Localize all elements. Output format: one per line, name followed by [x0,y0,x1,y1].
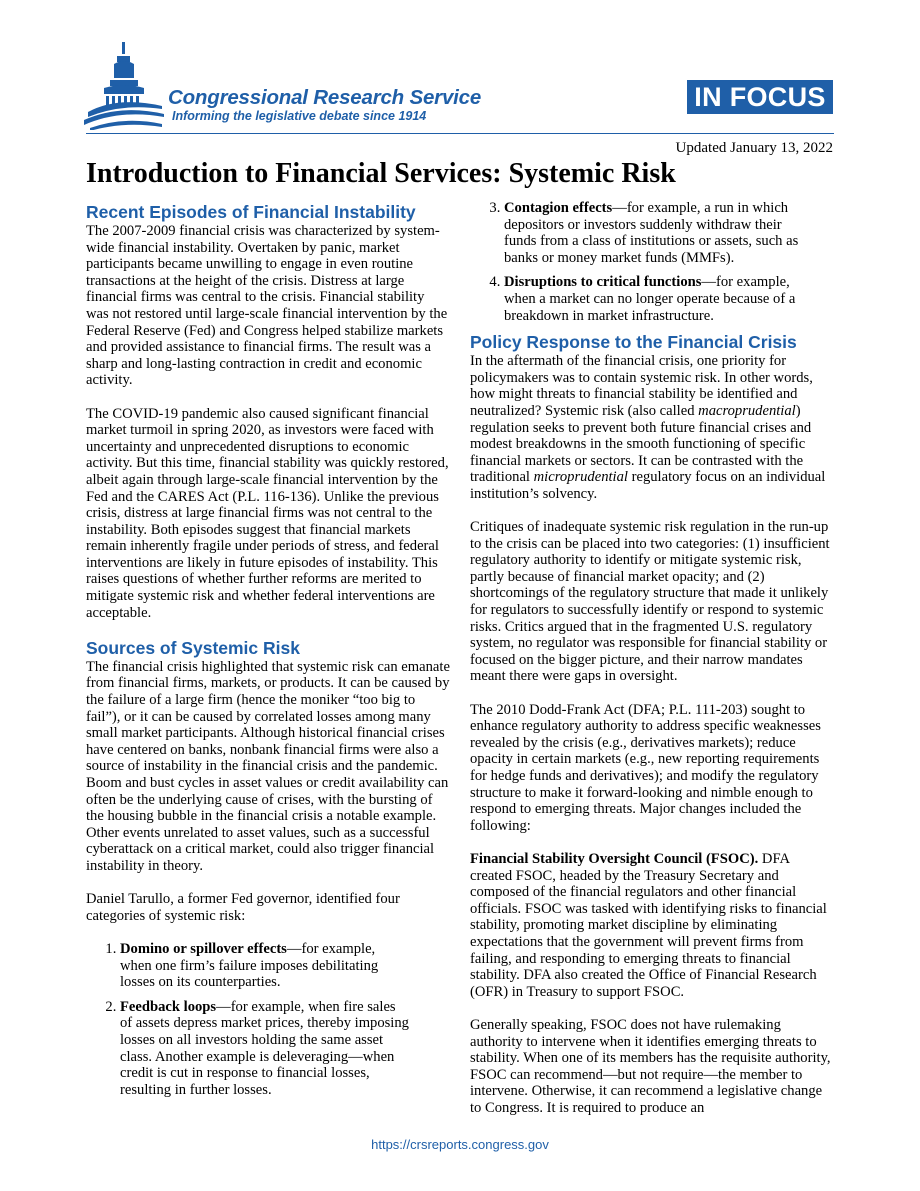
emphasis: microprudential [533,469,628,486]
list-item [504,274,814,324]
text: DFA created FSOC, headed by the Treasury Secretary and composed of the financial regulators and other financial officials. FSOC was tasked with identifying risks to financial stability, promoting market discipline by eliminating expectations that the government will prevent firms from failing, and responding to emerging threats to financial stability. DFA also created the Office of Financial Research (OFR) in Treasury to support FSOC. [470,850,827,1000]
emphasis: macroprudential [698,402,796,419]
list-item-term: Feedback loops [120,998,217,1015]
updated-date: Updated January 13, 2022 [675,140,833,156]
list-item [120,941,410,991]
fsoc-term: Financial Stability Oversight Council (FSOC). [470,850,759,867]
paragraph [470,353,834,502]
org-name: Congressional Research Service [168,86,482,109]
paragraph: Daniel Tarullo, a former Fed governor, identified four categories of systemic risk: [86,891,400,924]
header-rule [86,133,834,134]
list-item-text: —for example, when fire sales of assets depress market prices, thereby imposing losses on all investors holding the same asset class. Another example is deleveraging—when credit is cut in response to financial losses, resulting in further losses. [120,998,409,1098]
capitol-dome-logo-icon [84,40,166,130]
text: regulatory focus on an individual institution’s solvency. [470,469,826,502]
text: In the aftermath of the financial crisis, one priority for policymakers was to contain systemic risk. In other words, how might threats to financial stability be identified and neutralized? Systemic risk (also called [470,353,813,419]
list-item-text: —for example, when one firm’s failure imposes debilitating losses on its counterparties. [120,940,379,991]
list-item-text: —for example, when a market can no longer operate because of a breakdown in market infrastructure. [504,274,796,324]
list-item-text: —for example, a run in which depositors or investors suddenly withdraw their funds from a class of institutions or assets, such as banks or money market funds (MMFs). [504,200,799,266]
paragraph: The 2010 Dodd-Frank Act (DFA; P.L. 111-203) sought to enhance regulatory authority to address specific weaknesses revealed by the crisis (e.g., derivatives markets); reduce opacity in certain markets (e.g., new reporting requirements for hedge funds and derivatives); and modify the regulatory structure to make it forward-looking and nimble enough to respond to emerging threats. Major changes included the following: [470,701,821,834]
systemic-risk-list [86,941,450,1098]
paragraph: The COVID-19 pandemic also caused significant financial market turmoil in spring 2020, as investors were faced with uncertainty and unprecedented disruptions to economic activity. But this time, financial stability was quickly restored, albeit again through large-scale financial intervention by the Fed and the CARES Act (P.L. 116-136). Unlike the previous crisis, distress at large financial firms was not central to the instability. Both episodes suggest that financial markets remain inherently fragile under periods of stress, and federal interventions are likely in future episodes of instability. This raises questions of whether further reforms are merited to mitigate systemic risk and whether federal interventions are acceptable. [86,405,449,621]
text: ) regulation seeks to prevent both future financial crises and modest breakdowns in the smooth functioning of specific financial markets or sectors. It can be contrasted with the traditional [470,402,812,486]
paragraph: Generally speaking, FSOC does not have rulemaking authority to intervene when it identifies emerging threats to stability. When one of its members has the requisite authority, FSOC can recommend—but not require—the member to intervene. Otherwise, it can recommend a legislative change to Congress. It is required to produce an [470,1016,831,1116]
header [0,0,920,140]
paragraph: Critiques of inadequate systemic risk regulation in the run-up to the crisis can be placed into two categories: (1) insufficient regulatory authority to identify or mitigate systemic risk, partly because of financial market opacity; and (2) shortcomings of the regulatory structure that made it unlikely for regulators to successfully identify or respond to systemic risks. Critics argued that in the fragmented U.S. regulatory system, no regulator was responsible for financial stability or focused on the bigger picture, and their narrow mandates meant there were gaps in oversight. [470,519,830,685]
section-heading-recent-episodes: Recent Episodes of Financial Instability [86,202,416,222]
page-title: Introduction to Financial Services: Systemic Risk [86,158,676,189]
footer-url-link[interactable]: https://crsreports.congress.gov [371,1137,549,1152]
systemic-risk-list-continued [470,200,834,324]
org-tagline: Informing the legislative debate since 1914 [172,109,427,123]
in-focus-badge: IN FOCUS [687,80,833,114]
list-item-term: Disruptions to critical functions [504,274,702,291]
section-heading-sources: Sources of Systemic Risk [86,637,300,658]
list-item-term: Contagion effects [504,200,613,216]
paragraph [470,851,834,1000]
section-heading-policy-response: Policy Response to the Financial Crisis [470,332,797,353]
left-column [86,200,450,1106]
paragraph: The financial crisis highlighted that systemic risk can emanate from financial firms, markets, or products. It can be caused by the failure of a large firm (hence the moniker “too big to fail”), or it can be caused by correlated losses among many small market participants. Although historical financial crises have centered on banks, nonbank financial firms were also a source of instability in the financial crisis and the pandemic. Boom and bust cycles in asset values or credit availability can often be the underlying cause of crises, with the bursting of the housing bubble in the financial crisis a notable example. Other events unrelated to asset values, such as a successful cyberattack on a critical market, could also trigger financial instability in theory. [86,658,450,874]
list-item [504,200,814,266]
paragraph: The 2007-2009 financial crisis was characterized by system-wide financial instability. Overtaken by panic, market participants became unwilling to engage in even routine transactions at the height of the crisis. Distress at large financial firms was central to the crisis. Financial stability was not restored until large-scale financial intervention by the Federal Reserve (Fed) and Congress helped stabilize markets and provided assistance to financial firms. The result was a sharp and long-lasting contraction in credit and economic activity. [86,223,448,389]
list-item [120,999,410,1099]
right-column [470,200,834,1133]
list-item-term: Domino or spillover effects [120,940,287,957]
